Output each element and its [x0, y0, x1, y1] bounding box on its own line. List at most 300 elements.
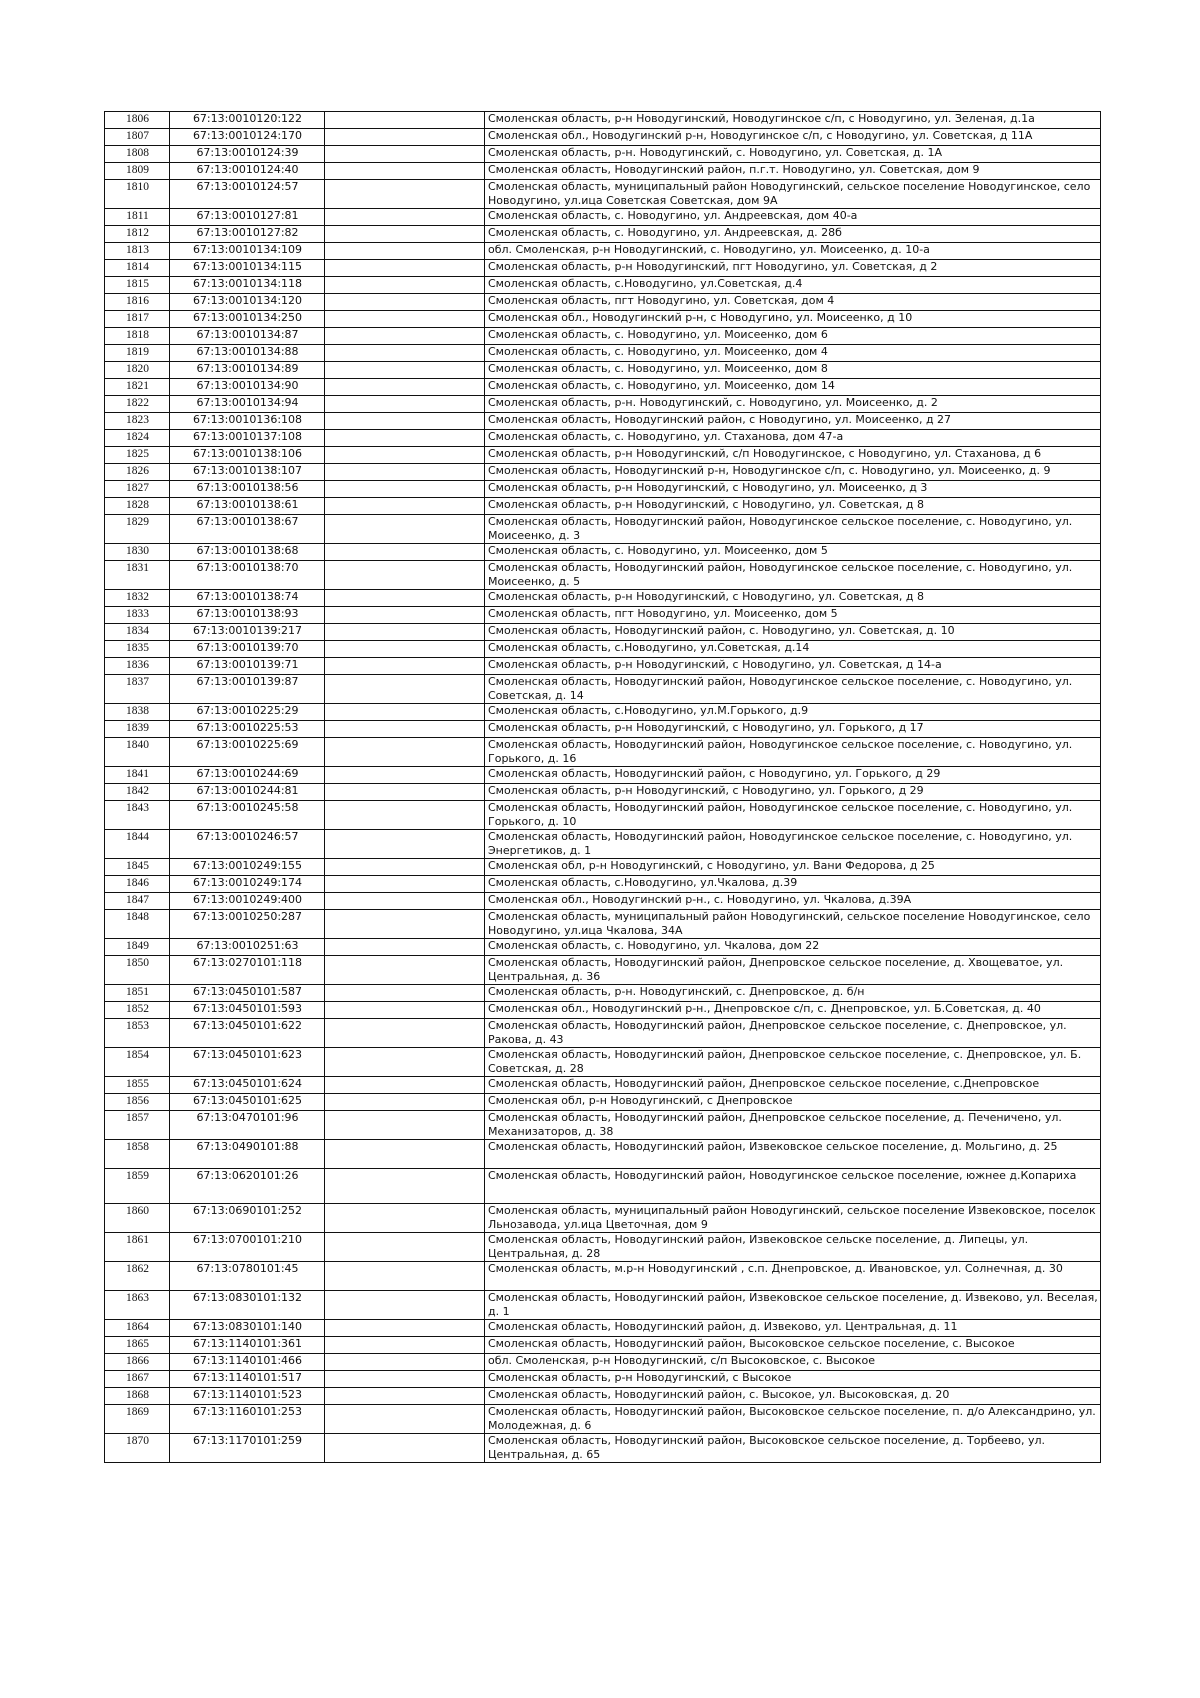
- row-number-cell: 1845: [105, 859, 170, 876]
- cadastral-number-cell: 67:13:0010139:217: [170, 624, 325, 641]
- empty-cell: [325, 1388, 485, 1405]
- address-cell: Смоленская область, с.Новодугино, ул.Советская, д.14: [485, 641, 1101, 658]
- address-cell: Смоленская обл., Новодугинский р-н., с. Новодугино, ул. Чкалова, д.39А: [485, 893, 1101, 910]
- table-row: [105, 1094, 1101, 1111]
- table-row: [105, 379, 1101, 396]
- row-number-cell: 1835: [105, 641, 170, 658]
- address-cell: Смоленская область, р-н Новодугинский, с/п Новодугинское, с Новодугино, ул. Стаханова, д 6: [485, 447, 1101, 464]
- address-cell: Смоленская обл., Новодугинский р-н, с Новодугино, ул. Моисеенко, д 10: [485, 311, 1101, 328]
- empty-cell: [325, 721, 485, 738]
- table-row: [105, 1371, 1101, 1388]
- address-cell: Смоленская область, Новодугинский район, Новодугинское сельское поселение, с. Новодугино, ул. Горького, д. 10: [485, 801, 1101, 830]
- empty-cell: [325, 1094, 485, 1111]
- empty-cell: [325, 180, 485, 209]
- table-row: [105, 1111, 1101, 1140]
- empty-cell: [325, 704, 485, 721]
- empty-cell: [325, 498, 485, 515]
- empty-cell: [325, 1140, 485, 1169]
- address-cell: Смоленская область, пгт Новодугино, ул. Советская, дом 4: [485, 294, 1101, 311]
- address-cell: Смоленская область, Новодугинский район, Новодугинское сельское поселение, с. Новодугино, ул. Советская, д. 14: [485, 675, 1101, 704]
- address-cell: Смоленская область, Новодугинский р-н, Новодугинское с/п, с. Новодугино, ул. Моисеенко, д. 9: [485, 464, 1101, 481]
- cadastral-number-cell: 67:13:0010244:81: [170, 784, 325, 801]
- empty-cell: [325, 209, 485, 226]
- address-cell: Смоленская область, Новодугинский район, Новодугинское сельское поселение, с. Новодугино, ул. Моисеенко, д. 3: [485, 515, 1101, 544]
- empty-cell: [325, 413, 485, 430]
- row-number-cell: 1817: [105, 311, 170, 328]
- cadastral-number-cell: 67:13:1160101:253: [170, 1405, 325, 1434]
- address-cell: Смоленская область, с.Новодугино, ул.Чкалова, д.39: [485, 876, 1101, 893]
- address-cell: Смоленская область, Новодугинский район, Днепровское сельское поселение, с. Днепровское, ул. Ракова, д. 43: [485, 1019, 1101, 1048]
- cadastral-number-cell: 67:13:0010134:118: [170, 277, 325, 294]
- row-number-cell: 1867: [105, 1371, 170, 1388]
- row-number-cell: 1844: [105, 830, 170, 859]
- cadastral-number-cell: 67:13:0450101:624: [170, 1077, 325, 1094]
- row-number-cell: 1846: [105, 876, 170, 893]
- address-cell: Смоленская область, Новодугинский район, Днепровское сельское поселение, д. Хвощеватое, ул. Центральная, д. 36: [485, 956, 1101, 985]
- row-number-cell: 1824: [105, 430, 170, 447]
- table-row: [105, 721, 1101, 738]
- cadastral-number-cell: 67:13:1140101:523: [170, 1388, 325, 1405]
- row-number-cell: 1829: [105, 515, 170, 544]
- empty-cell: [325, 675, 485, 704]
- table-row: [105, 561, 1101, 590]
- address-cell: Смоленская область, с. Новодугино, ул. Моисеенко, дом 8: [485, 362, 1101, 379]
- address-cell: Смоленская область, пгт Новодугино, ул. Моисеенко, дом 5: [485, 607, 1101, 624]
- empty-cell: [325, 1371, 485, 1388]
- cadastral-number-cell: 67:13:0010124:39: [170, 146, 325, 163]
- address-cell: Смоленская область, Новодугинский район, Днепровское сельское поселение, с.Днепровское: [485, 1077, 1101, 1094]
- cadastral-number-cell: 67:13:0010124:40: [170, 163, 325, 180]
- property-registry-table: [104, 111, 1101, 1463]
- address-cell: Смоленская область, муниципальный район Новодугинский, сельское поселение Новодугинское, село Новодугино, ул.ица Чкалова, 34А: [485, 910, 1101, 939]
- row-number-cell: 1856: [105, 1094, 170, 1111]
- table-row: [105, 675, 1101, 704]
- row-number-cell: 1865: [105, 1337, 170, 1354]
- table-row: [105, 430, 1101, 447]
- empty-cell: [325, 226, 485, 243]
- table-row: [105, 515, 1101, 544]
- cadastral-number-cell: 67:13:1140101:361: [170, 1337, 325, 1354]
- address-cell: Смоленская область, с. Новодугино, ул. Моисеенко, дом 6: [485, 328, 1101, 345]
- table-row: [105, 1048, 1101, 1077]
- empty-cell: [325, 1111, 485, 1140]
- table-row: [105, 1077, 1101, 1094]
- table-row: [105, 447, 1101, 464]
- cadastral-number-cell: 67:13:0700101:210: [170, 1233, 325, 1262]
- table-row: [105, 163, 1101, 180]
- address-cell: Смоленская область, Новодугинский район, Извековское сельске поселение, д. Липецы, ул. Центральная, д. 28: [485, 1233, 1101, 1262]
- empty-cell: [325, 294, 485, 311]
- table-row: [105, 1002, 1101, 1019]
- row-number-cell: 1831: [105, 561, 170, 590]
- empty-cell: [325, 830, 485, 859]
- table-row: [105, 362, 1101, 379]
- row-number-cell: 1851: [105, 985, 170, 1002]
- address-cell: Смоленская область, р-н Новодугинский, с Новодугино, ул. Горького, д 29: [485, 784, 1101, 801]
- empty-cell: [325, 1291, 485, 1320]
- cadastral-number-cell: 67:13:1140101:466: [170, 1354, 325, 1371]
- table-row: [105, 1320, 1101, 1337]
- table-row: [105, 1204, 1101, 1233]
- empty-cell: [325, 1354, 485, 1371]
- table-row: [105, 1354, 1101, 1371]
- cadastral-number-cell: 67:13:0010134:115: [170, 260, 325, 277]
- address-cell: Смоленская область, Новодугинский район, с. Новодугино, ул. Советская, д. 10: [485, 624, 1101, 641]
- empty-cell: [325, 767, 485, 784]
- address-cell: Смоленская область, муниципальный район Новодугинский, сельское поселение Новодугинское, село Новодугино, ул.ица Советская Советская, дом 9А: [485, 180, 1101, 209]
- table-row: [105, 784, 1101, 801]
- address-cell: Смоленская область, р-н Новодугинский, с Новодугино, ул. Советская, д 8: [485, 590, 1101, 607]
- row-number-cell: 1814: [105, 260, 170, 277]
- row-number-cell: 1820: [105, 362, 170, 379]
- table-row: [105, 607, 1101, 624]
- table-row: [105, 801, 1101, 830]
- address-cell: Смоленская область, муниципальный район Новодугинский, сельское поселение Извековское, поселок Льнозавода, ул.ица Цветочная, дом 9: [485, 1204, 1101, 1233]
- row-number-cell: 1860: [105, 1204, 170, 1233]
- address-cell: Смоленская область, р-н Новодугинский, с Новодугино, ул. Советская, д 8: [485, 498, 1101, 515]
- empty-cell: [325, 430, 485, 447]
- cadastral-number-cell: 67:13:0010134:89: [170, 362, 325, 379]
- row-number-cell: 1819: [105, 345, 170, 362]
- row-number-cell: 1862: [105, 1262, 170, 1291]
- empty-cell: [325, 1262, 485, 1291]
- table-row: [105, 1405, 1101, 1434]
- table-row: [105, 328, 1101, 345]
- empty-cell: [325, 163, 485, 180]
- cadastral-number-cell: 67:13:0010139:70: [170, 641, 325, 658]
- row-number-cell: 1809: [105, 163, 170, 180]
- empty-cell: [325, 464, 485, 481]
- table-row: [105, 1019, 1101, 1048]
- empty-cell: [325, 447, 485, 464]
- row-number-cell: 1848: [105, 910, 170, 939]
- empty-cell: [325, 379, 485, 396]
- table-row: [105, 277, 1101, 294]
- address-cell: Смоленская область, с. Новодугино, ул. Андреевская, дом 40-а: [485, 209, 1101, 226]
- table-row: [105, 641, 1101, 658]
- row-number-cell: 1823: [105, 413, 170, 430]
- row-number-cell: 1837: [105, 675, 170, 704]
- registry-body: [105, 112, 1101, 1463]
- cadastral-number-cell: 67:13:0690101:252: [170, 1204, 325, 1233]
- table-row: [105, 956, 1101, 985]
- empty-cell: [325, 481, 485, 498]
- address-cell: Смоленская область, Новодугинский район, Извековское сельское поселение, д. Мольгино, д. 25: [485, 1140, 1101, 1169]
- empty-cell: [325, 1434, 485, 1463]
- table-row: [105, 1337, 1101, 1354]
- empty-cell: [325, 985, 485, 1002]
- address-cell: Смоленская область, Новодугинский район, Извековское сельское поселение, д. Извеково, ул. Веселая, д. 1: [485, 1291, 1101, 1320]
- empty-cell: [325, 1048, 485, 1077]
- row-number-cell: 1830: [105, 544, 170, 561]
- row-number-cell: 1832: [105, 590, 170, 607]
- table-row: [105, 396, 1101, 413]
- empty-cell: [325, 590, 485, 607]
- cadastral-number-cell: 67:13:0010137:108: [170, 430, 325, 447]
- cadastral-number-cell: 67:13:0010124:57: [170, 180, 325, 209]
- table-row: [105, 876, 1101, 893]
- address-cell: Смоленская область, Новодугинский район, Новодугинское сельское поселение, с. Новодугино, ул. Горького, д. 16: [485, 738, 1101, 767]
- row-number-cell: 1841: [105, 767, 170, 784]
- row-number-cell: 1811: [105, 209, 170, 226]
- cadastral-number-cell: 67:13:0010134:250: [170, 311, 325, 328]
- address-cell: Смоленская область, Новодугинский район, с Новодугино, ул. Моисеенко, д 27: [485, 413, 1101, 430]
- row-number-cell: 1855: [105, 1077, 170, 1094]
- table-row: [105, 464, 1101, 481]
- address-cell: Смоленская область, Новодугинский район, с. Высокое, ул. Высоковская, д. 20: [485, 1388, 1101, 1405]
- empty-cell: [325, 311, 485, 328]
- address-cell: Смоленская обл, р-н Новодугинский, с Днепровское: [485, 1094, 1101, 1111]
- row-number-cell: 1825: [105, 447, 170, 464]
- address-cell: Смоленская область, м.р-н Новодугинский , с.п. Днепровское, д. Ивановское, ул. Солнечная, д. 30: [485, 1262, 1101, 1291]
- table-row: [105, 658, 1101, 675]
- empty-cell: [325, 738, 485, 767]
- empty-cell: [325, 658, 485, 675]
- cadastral-number-cell: 67:13:0450101:587: [170, 985, 325, 1002]
- row-number-cell: 1807: [105, 129, 170, 146]
- row-number-cell: 1826: [105, 464, 170, 481]
- cadastral-number-cell: 67:13:0010134:94: [170, 396, 325, 413]
- cadastral-number-cell: 67:13:0010134:120: [170, 294, 325, 311]
- cadastral-number-cell: 67:13:0450101:622: [170, 1019, 325, 1048]
- row-number-cell: 1842: [105, 784, 170, 801]
- address-cell: Смоленская область, Новодугинский район, с Новодугино, ул. Горького, д 29: [485, 767, 1101, 784]
- address-cell: Смоленская область, р-н Новодугинский, с Новодугино, ул. Советская, д 14-а: [485, 658, 1101, 675]
- cadastral-number-cell: 67:13:0270101:118: [170, 956, 325, 985]
- empty-cell: [325, 939, 485, 956]
- empty-cell: [325, 260, 485, 277]
- address-cell: Смоленская область, с. Новодугино, ул. Чкалова, дом 22: [485, 939, 1101, 956]
- empty-cell: [325, 544, 485, 561]
- empty-cell: [325, 345, 485, 362]
- row-number-cell: 1812: [105, 226, 170, 243]
- cadastral-number-cell: 67:13:0010138:107: [170, 464, 325, 481]
- table-row: [105, 985, 1101, 1002]
- address-cell: Смоленская область, с. Новодугино, ул. Стаханова, дом 47-а: [485, 430, 1101, 447]
- cadastral-number-cell: 67:13:0010124:170: [170, 129, 325, 146]
- cadastral-number-cell: 67:13:0010225:29: [170, 704, 325, 721]
- row-number-cell: 1818: [105, 328, 170, 345]
- empty-cell: [325, 328, 485, 345]
- row-number-cell: 1821: [105, 379, 170, 396]
- table-row: [105, 413, 1101, 430]
- empty-cell: [325, 1002, 485, 1019]
- empty-cell: [325, 801, 485, 830]
- cadastral-number-cell: 67:13:0010134:109: [170, 243, 325, 260]
- cadastral-number-cell: 67:13:0010138:56: [170, 481, 325, 498]
- table-row: [105, 1169, 1101, 1204]
- cadastral-number-cell: 67:13:0780101:45: [170, 1262, 325, 1291]
- row-number-cell: 1840: [105, 738, 170, 767]
- address-cell: Смоленская область, р-н Новодугинский, пгт Новодугино, ул. Советская, д 2: [485, 260, 1101, 277]
- address-cell: Смоленская обл., Новодугинский р-н., Днепровское с/п, с. Днепровское, ул. Б.Советская, д. 40: [485, 1002, 1101, 1019]
- address-cell: Смоленская область, Новодугинский район, Высоковское сельское поселение, п. д/о Александрино, ул. Молодежная, д. 6: [485, 1405, 1101, 1434]
- address-cell: Смоленская область, с.Новодугино, ул.Советская, д.4: [485, 277, 1101, 294]
- cadastral-number-cell: 67:13:0830101:132: [170, 1291, 325, 1320]
- cadastral-number-cell: 67:13:0010225:69: [170, 738, 325, 767]
- empty-cell: [325, 607, 485, 624]
- empty-cell: [325, 1233, 485, 1262]
- table-row: [105, 590, 1101, 607]
- row-number-cell: 1859: [105, 1169, 170, 1204]
- table-row: [105, 738, 1101, 767]
- table-row: [105, 294, 1101, 311]
- table-row: [105, 1291, 1101, 1320]
- empty-cell: [325, 1077, 485, 1094]
- table-row: [105, 226, 1101, 243]
- empty-cell: [325, 1169, 485, 1204]
- cadastral-number-cell: 67:13:0010136:108: [170, 413, 325, 430]
- table-row: [105, 129, 1101, 146]
- row-number-cell: 1861: [105, 1233, 170, 1262]
- address-cell: Смоленская обл., Новодугинский р-н, Новодугинское с/п, с Новодугино, ул. Советская, д 11А: [485, 129, 1101, 146]
- row-number-cell: 1854: [105, 1048, 170, 1077]
- cadastral-number-cell: 67:13:0010225:53: [170, 721, 325, 738]
- cadastral-number-cell: 67:13:0010134:90: [170, 379, 325, 396]
- address-cell: Смоленская область, с. Новодугино, ул. Моисеенко, дом 14: [485, 379, 1101, 396]
- table-row: [105, 311, 1101, 328]
- empty-cell: [325, 956, 485, 985]
- empty-cell: [325, 515, 485, 544]
- cadastral-number-cell: 67:13:0010138:70: [170, 561, 325, 590]
- document-page: [104, 111, 1100, 1463]
- empty-cell: [325, 243, 485, 260]
- row-number-cell: 1808: [105, 146, 170, 163]
- address-cell: Смоленская область, р-н. Новодугинский, с. Новодугино, ул. Моисеенко, д. 2: [485, 396, 1101, 413]
- address-cell: Смоленская область, Новодугинский район, Высоковское сельское поселение, д. Торбеево, ул. Центральная, д. 65: [485, 1434, 1101, 1463]
- cadastral-number-cell: 67:13:0010138:93: [170, 607, 325, 624]
- address-cell: Смоленская область, с. Новодугино, ул. Моисеенко, дом 4: [485, 345, 1101, 362]
- address-cell: Смоленская область, Новодугинский район, Новодугинское сельское поселение, южнее д.Копариха: [485, 1169, 1101, 1204]
- address-cell: Смоленская область, Новодугинский район, Высоковское сельское поселение, с. Высокое: [485, 1337, 1101, 1354]
- empty-cell: [325, 112, 485, 129]
- empty-cell: [325, 561, 485, 590]
- table-row: [105, 180, 1101, 209]
- table-row: [105, 544, 1101, 561]
- row-number-cell: 1839: [105, 721, 170, 738]
- cadastral-number-cell: 67:13:0010246:57: [170, 830, 325, 859]
- row-number-cell: 1863: [105, 1291, 170, 1320]
- cadastral-number-cell: 67:13:0010139:87: [170, 675, 325, 704]
- row-number-cell: 1838: [105, 704, 170, 721]
- address-cell: Смоленская область, р-н. Новодугинский, с. Днепровское, д. б/н: [485, 985, 1101, 1002]
- cadastral-number-cell: 67:13:1170101:259: [170, 1434, 325, 1463]
- cadastral-number-cell: 67:13:0010249:400: [170, 893, 325, 910]
- cadastral-number-cell: 67:13:0010249:155: [170, 859, 325, 876]
- address-cell: Смоленская область, Новодугинский район, п.г.т. Новодугино, ул. Советская, дом 9: [485, 163, 1101, 180]
- row-number-cell: 1822: [105, 396, 170, 413]
- table-row: [105, 1140, 1101, 1169]
- table-row: [105, 939, 1101, 956]
- empty-cell: [325, 362, 485, 379]
- address-cell: Смоленская обл, р-н Новодугинский, с Новодугино, ул. Вани Федорова, д 25: [485, 859, 1101, 876]
- address-cell: Смоленская область, Новодугинский район, Днепровское сельское поселение, д. Печеничено, ул. Механизаторов, д. 38: [485, 1111, 1101, 1140]
- cadastral-number-cell: 67:13:0010250:287: [170, 910, 325, 939]
- empty-cell: [325, 1204, 485, 1233]
- cadastral-number-cell: 67:13:0010127:82: [170, 226, 325, 243]
- cadastral-number-cell: 67:13:0010249:174: [170, 876, 325, 893]
- row-number-cell: 1864: [105, 1320, 170, 1337]
- row-number-cell: 1834: [105, 624, 170, 641]
- cadastral-number-cell: 67:13:0010134:88: [170, 345, 325, 362]
- empty-cell: [325, 277, 485, 294]
- table-row: [105, 1388, 1101, 1405]
- empty-cell: [325, 876, 485, 893]
- row-number-cell: 1810: [105, 180, 170, 209]
- row-number-cell: 1828: [105, 498, 170, 515]
- table-row: [105, 1434, 1101, 1463]
- cadastral-number-cell: 67:13:0010245:58: [170, 801, 325, 830]
- address-cell: Смоленская область, р-н Новодугинский, с Высокое: [485, 1371, 1101, 1388]
- address-cell: Смоленская область, Новодугинский район, Новодугинское сельское поселение, с. Новодугино, ул. Моисеенко, д. 5: [485, 561, 1101, 590]
- cadastral-number-cell: 67:13:0450101:625: [170, 1094, 325, 1111]
- cadastral-number-cell: 67:13:0830101:140: [170, 1320, 325, 1337]
- cadastral-number-cell: 67:13:0010138:61: [170, 498, 325, 515]
- row-number-cell: 1869: [105, 1405, 170, 1434]
- cadastral-number-cell: 67:13:0010138:68: [170, 544, 325, 561]
- table-row: [105, 624, 1101, 641]
- cadastral-number-cell: 67:13:0010138:106: [170, 447, 325, 464]
- table-row: [105, 767, 1101, 784]
- cadastral-number-cell: 67:13:0470101:96: [170, 1111, 325, 1140]
- row-number-cell: 1833: [105, 607, 170, 624]
- table-row: [105, 260, 1101, 277]
- cadastral-number-cell: 67:13:0010134:87: [170, 328, 325, 345]
- address-cell: Смоленская область, с.Новодугино, ул.М.Горького, д.9: [485, 704, 1101, 721]
- table-row: [105, 1262, 1101, 1291]
- row-number-cell: 1813: [105, 243, 170, 260]
- cadastral-number-cell: 67:13:1140101:517: [170, 1371, 325, 1388]
- row-number-cell: 1868: [105, 1388, 170, 1405]
- row-number-cell: 1847: [105, 893, 170, 910]
- cadastral-number-cell: 67:13:0010127:81: [170, 209, 325, 226]
- table-row: [105, 481, 1101, 498]
- row-number-cell: 1866: [105, 1354, 170, 1371]
- cadastral-number-cell: 67:13:0450101:593: [170, 1002, 325, 1019]
- empty-cell: [325, 1337, 485, 1354]
- table-row: [105, 112, 1101, 129]
- cadastral-number-cell: 67:13:0010120:122: [170, 112, 325, 129]
- address-cell: Смоленская область, р-н Новодугинский, Новодугинское с/п, с Новодугино, ул. Зеленая, д.1а: [485, 112, 1101, 129]
- cadastral-number-cell: 67:13:0010244:69: [170, 767, 325, 784]
- address-cell: Смоленская область, р-н Новодугинский, с Новодугино, ул. Горького, д 17: [485, 721, 1101, 738]
- cadastral-number-cell: 67:13:0450101:623: [170, 1048, 325, 1077]
- empty-cell: [325, 129, 485, 146]
- row-number-cell: 1816: [105, 294, 170, 311]
- cadastral-number-cell: 67:13:0010251:63: [170, 939, 325, 956]
- table-row: [105, 859, 1101, 876]
- row-number-cell: 1849: [105, 939, 170, 956]
- address-cell: Смоленская область, р-н. Новодугинский, с. Новодугино, ул. Советская, д. 1А: [485, 146, 1101, 163]
- empty-cell: [325, 1405, 485, 1434]
- row-number-cell: 1815: [105, 277, 170, 294]
- table-row: [105, 498, 1101, 515]
- empty-cell: [325, 396, 485, 413]
- empty-cell: [325, 893, 485, 910]
- row-number-cell: 1853: [105, 1019, 170, 1048]
- empty-cell: [325, 1019, 485, 1048]
- address-cell: Смоленская область, р-н Новодугинский, с Новодугино, ул. Моисеенко, д 3: [485, 481, 1101, 498]
- cadastral-number-cell: 67:13:0010138:67: [170, 515, 325, 544]
- row-number-cell: 1836: [105, 658, 170, 675]
- empty-cell: [325, 910, 485, 939]
- empty-cell: [325, 624, 485, 641]
- table-row: [105, 1233, 1101, 1262]
- row-number-cell: 1850: [105, 956, 170, 985]
- row-number-cell: 1827: [105, 481, 170, 498]
- address-cell: Смоленская область, с. Новодугино, ул. Моисеенко, дом 5: [485, 544, 1101, 561]
- table-row: [105, 830, 1101, 859]
